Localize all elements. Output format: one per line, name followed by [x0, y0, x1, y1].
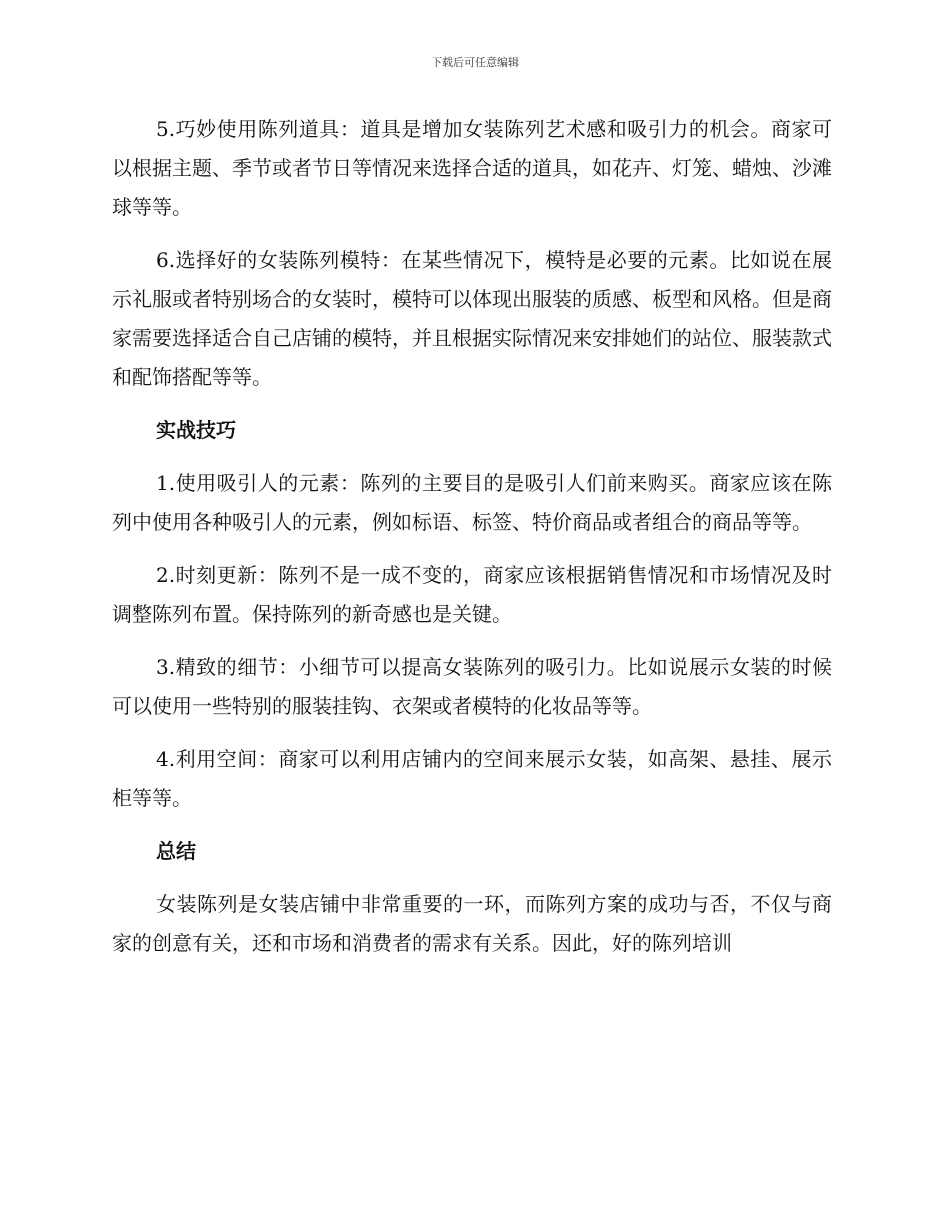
paragraph-models: 6.选择好的女装陈列模特：在某些情况下，模特是必要的元素。比如说在展示礼服或者特别场合的女装时，模特可以体现出服装的质感、板型和风格。但是商家需要选择适合自己店铺的模特，并且根据实际情况来安排她们的站位、服装款式和配饰搭配等等。 [112, 248, 832, 389]
paragraph-tip-space: 4.利用空间：商家可以利用店铺内的空间来展示女装，如高架、悬挂、展示柜等等。 [112, 747, 832, 810]
section-heading-tips: 实战技巧 [156, 418, 236, 442]
paragraph-props: 5.巧妙使用陈列道具：道具是增加女装陈列艺术感和吸引力的机会。商家可以根据主题、季节或者节日等情况来选择合适的道具，如花卉、灯笼、蜡烛、沙滩球等等。 [112, 117, 832, 219]
paragraph-tip-attractive-elements: 1.使用吸引人的元素：陈列的主要目的是吸引人们前来购买。商家应该在陈列中使用各种吸引人的元素，例如标语、标签、特价商品或者组合的商品等等。 [112, 471, 832, 534]
paragraph-summary: 女装陈列是女装店铺中非常重要的一环，而陈列方案的成功与否，不仅与商家的创意有关，还和市场和消费者的需求有关系。因此，好的陈列培训 [112, 892, 832, 955]
page-header: 下载后可任意编辑 [431, 56, 519, 69]
paragraph-tip-update: 2.时刻更新：陈列不是一成不变的，商家应该根据销售情况和市场情况及时调整陈列布置。保持陈列的新奇感也是关键。 [112, 563, 832, 626]
document-body [112, 110, 832, 963]
paragraph-tip-details: 3.精致的细节：小细节可以提高女装陈列的吸引力。比如说展示女装的时候可以使用一些特别的服装挂钩、衣架或者模特的化妆品等等。 [112, 655, 832, 718]
section-heading-summary: 总结 [156, 839, 196, 863]
